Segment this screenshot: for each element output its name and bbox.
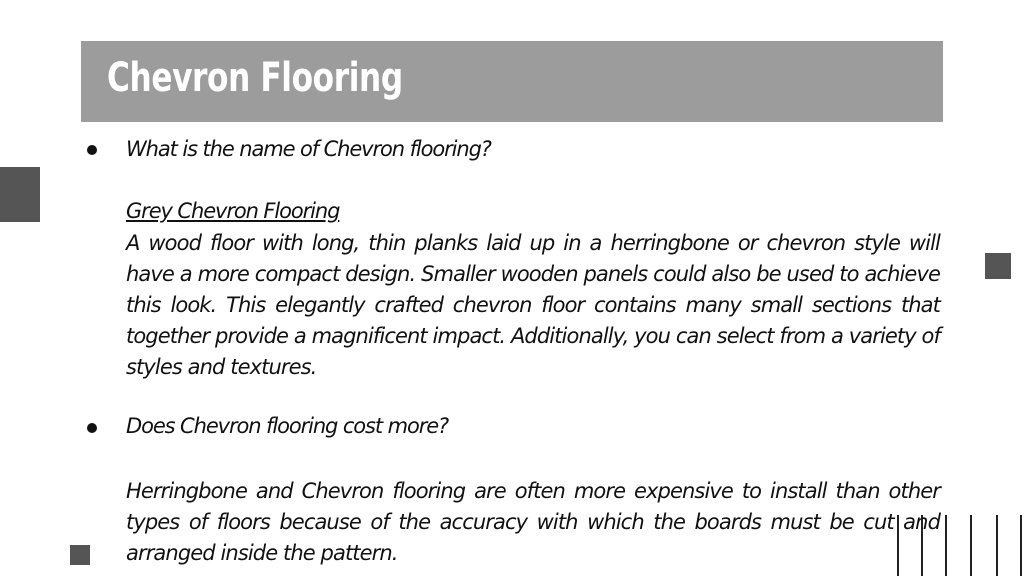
title-bar	[81, 41, 943, 122]
answer-1: A wood floor with long, thin planks laid up in a herringbone or chevron style will have a more compact design. Smaller wooden panels could also be used to achieve this look. This elegantly crafted chevron floor contains many small sections that together provide a magnificent impact. Additionally, you can select from a variety of styles and textures.	[126, 231, 940, 379]
decorative-square-left	[0, 167, 40, 222]
bullet-dot	[87, 423, 97, 433]
decorative-line	[1020, 515, 1022, 576]
bullet-dot	[87, 145, 97, 155]
slide-title: Chevron Flooring	[107, 55, 403, 101]
question-2: Does Chevron flooring cost more?	[126, 414, 449, 438]
decorative-square-right	[985, 253, 1011, 279]
question-1: What is the name of Chevron flooring?	[126, 137, 491, 161]
subheading: Grey Chevron Flooring	[126, 199, 340, 223]
decorative-line	[996, 515, 998, 576]
decorative-line	[970, 515, 972, 576]
decorative-line	[945, 515, 947, 576]
answer-2: Herringbone and Chevron flooring are often more expensive to install than other types of floors because of the accuracy with which the boards must be cut and arranged inside the pattern.	[126, 479, 940, 565]
decorative-square-bottom	[70, 545, 90, 565]
